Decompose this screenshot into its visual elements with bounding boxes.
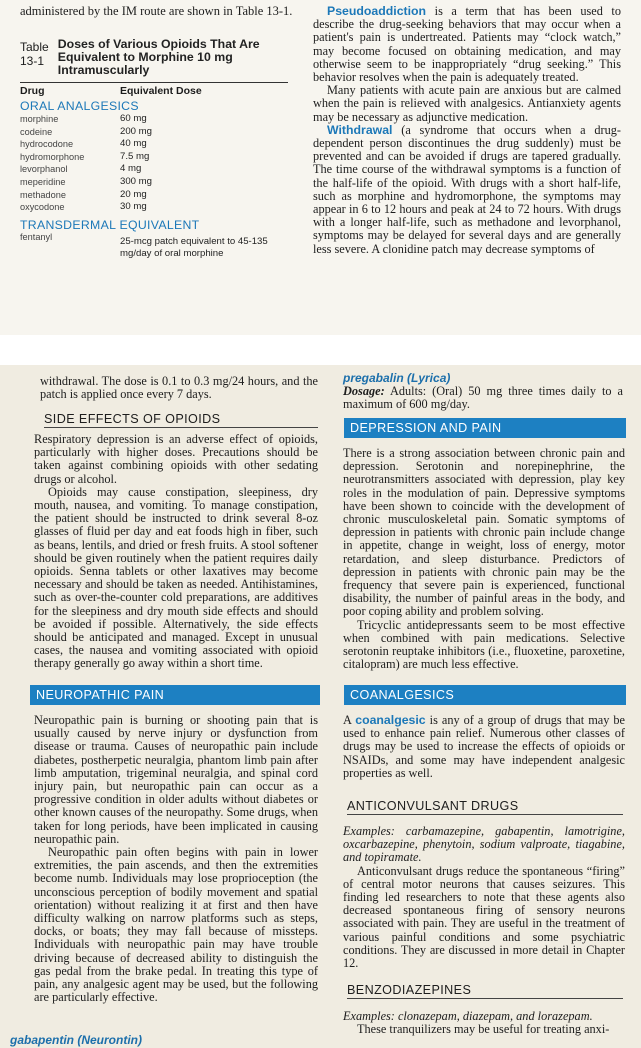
pregabalin-block [343, 372, 623, 412]
side-effects-text [34, 433, 318, 671]
anticonvulsant-examples: Examples: carbamazepine, gabapentin, lamotrigine, oxcarbazepine, phenytoin, sodium valproate, tiagabine, and topiramate. [343, 824, 625, 865]
drug-name: fentanyl [20, 231, 53, 242]
equivalent-dose: 4 mg [120, 163, 142, 175]
pregabalin-title: pregabalin (Lyrica) [343, 371, 451, 385]
table-row [20, 163, 288, 176]
dosage-label: Dosage: [343, 384, 385, 399]
oral-rows [20, 113, 288, 214]
bottom-book-page [0, 365, 641, 1048]
top-book-page [0, 0, 641, 335]
table-row [20, 176, 288, 189]
table-row [20, 232, 288, 262]
section-oral-analgesics: ORAL ANALGESICS [20, 99, 139, 113]
column-header-drug: Drug [20, 85, 45, 97]
depression-paragraph-2: Tricyclic antidepressants seem to be most effective when combined with pain medications. Selective serotonin reuptake inhibitors (i.e., fluoxetine, paroxetine, citalopram) are much less effective. [343, 617, 625, 672]
equivalent-dose: 30 mg [120, 201, 147, 213]
table-row [20, 151, 288, 164]
benzodiazepines-paragraph: These tranquilizers may be useful for treating anxi- [357, 1022, 610, 1037]
drug-name: oxycodone [20, 202, 65, 213]
equivalent-dose: 20 mg [120, 188, 147, 200]
depression-text [343, 447, 625, 671]
term-withdrawal: Withdrawal [327, 122, 393, 137]
drug-name: hydrocodone [20, 139, 74, 150]
withdrawal-text: (a syndrome that occurs when a drug-dependent person discontinues the drug suddenly) must be prevented and can be avoided if drugs are tapered gradually. The time course of the withdrawal symptoms is a function of the half-life of the opioid. With drugs with a short half-life, such as morphine and hydromorphone, the symptoms may appear in 6 to 12 hours and peak at 24 to 72 hours. With drugs with a longer half-life, such as methadone and levorphanol, symptoms may be delayed for several days and are generally less severe. A clonidine patch may decrease symptoms of [313, 122, 621, 256]
anticonvulsant-text [343, 825, 625, 970]
equivalent-dose: 60 mg [120, 113, 147, 124]
term-pseudoaddiction: Pseudoaddiction [327, 4, 427, 18]
opioid-equivalence-table [20, 38, 288, 262]
benzodiazepines-examples: Examples: clonazepam, diazepam, and lorazepam. [343, 1009, 593, 1023]
table-column-headers [20, 85, 288, 97]
table-row [20, 113, 288, 126]
neuropathic-pain-heading: NEUROPATHIC PAIN [30, 685, 320, 705]
coanalgesics-text [343, 714, 625, 780]
coanalgesic-pre: A [343, 713, 356, 727]
top-fragment-text: administered by the IM route are shown in Table 13-1. [20, 4, 293, 18]
withdrawal-continuation: withdrawal. The dose is 0.1 to 0.3 mg/24 hours, and the patch is applied once every 7 days. [40, 374, 318, 402]
equivalent-dose: 300 mg [120, 175, 152, 187]
table-title: Doses of Various Opioids That Are Equivalent to Morphine 10 mg Intramuscularly [57, 37, 260, 77]
acute-pain-paragraph: Many patients with acute pain are anxious but are calmed when the pain is relieved with analgesics. Antianxiety agents may be necessary as adjunctive medication. [313, 83, 621, 124]
anticonvulsant-drugs-heading: ANTICONVULSANT DRUGS [347, 799, 623, 815]
table-label: Table 13-1 [20, 40, 49, 68]
table-row [20, 126, 288, 139]
anticonvulsant-paragraph: Anticonvulsant drugs reduce the spontaneous “firing” of central motor neurons that causes seizures. This finding led researchers to note that these agents also decreased spontaneous firing of sensory neurons associated with pain. They are useful in the treatment of various painful conditions and some psychiatric conditions. They are discussed in more detail in Chapter 12. [343, 863, 625, 971]
drug-name: hydromorphone [20, 151, 85, 162]
drug-name: codeine [20, 126, 53, 137]
neuropathic-text [34, 714, 318, 1004]
coanalgesics-heading: COANALGESICS [344, 685, 626, 705]
equivalent-dose: 40 mg [120, 138, 147, 150]
column-header-dose: Equivalent Dose [120, 85, 202, 97]
pregabalin-dosage: Adults: (Oral) 50 mg three times daily to a maximum of 600 mg/day. [343, 384, 623, 412]
drug-name: morphine [20, 114, 59, 124]
benzodiazepines-text [343, 1010, 625, 1036]
benzodiazepines-heading: BENZODIAZEPINES [347, 983, 623, 999]
coanalgesic-definition: is any of a group of drugs that may be used to enhance pain relief. Numerous other classes of drugs may be used to increase the effects of opioids or NSAIDs, and some may have independent analgesic properties as well. [343, 713, 625, 780]
table-row [20, 201, 288, 214]
table-row [20, 189, 288, 202]
side-effects-paragraph-2: Opioids may cause constipation, sleepiness, dry mouth, nausea, and vomiting. To manage constipation, the patient should be instructed to drink several 8-oz glasses of fluid per day and eat foods high in fiber, such as beans, lentils, and dried or fresh fruits. A stool softener should be given routinely when the patient requires daily opioids. Senna tablets or other laxatives may become necessary and should be taken as needed. Antihistamines, such as over-the-counter cold preparations, are additives for the sleepiness and dry mouth side effects and should be avoided if possible. Alternatively, the side effects should be anticipated and managed. Except in unusual cases, the nausea and vomiting associated with opioid therapy generally go away within a short time. [34, 484, 318, 671]
neuropathic-paragraph-2: Neuropathic pain often begins with pain in lower extremities, the pain ascends, and then the extremities become numb. Individuals may lose proprioception (the unconscious perception of bodily movement and spatial orientation) without realizing it at first and then have difficulty walking on narrow platforms such as steps, docks, or boats; they may fall because of missteps. Individuals with neuropathic pain may have trouble driving because of decreased ability to distinguish the gas pedal from the brake pedal. In treating this type of pain, any analgesic agent may be used, but the following are particularly effective. [34, 845, 318, 1005]
drug-name: meperidine [20, 176, 66, 187]
drug-name: methadone [20, 189, 66, 200]
table-divider [20, 82, 288, 83]
depression-paragraph-1: There is a strong association between chronic pain and depression. Serotonin and norepinephrine, the neurotransmitters associated with depression, play key roles in the modulation of pain. Depressive symptoms have been shown to coincide with the development of chronic musculoskeletal pain. Somatic symptoms of depression in patients with chronic pain include change in appetite, change in weight, loss of energy, motor retardation, and sleep disturbance. Predictors of depression in patients with chronic pain may be the frequency that severe pain is experienced, functional disability, the number of painful areas in the body, and poor coping ability and problem solving. [343, 446, 625, 619]
section-transdermal: TRANSDERMAL EQUIVALENT [20, 217, 200, 232]
equivalent-dose: 7.5 mg [120, 150, 150, 162]
table-row [20, 138, 288, 151]
pseudoaddiction-text: is a term that has been used to describe the drug-seeking behaviors that may occur when a patient's pain is undertreated. Patients may “clock watch,” may become focused on obtaining medication, and may otherwise seem to be inappropriately “drug seeking.” This behavior resolves when the pain is adequately treated. [313, 4, 621, 85]
side-effects-heading: SIDE EFFECTS OF OPIOIDS [44, 412, 318, 428]
equivalent-dose: 25-mcg patch equivalent to 45-135 mg/day of oral morphine [120, 235, 268, 259]
gabapentin-title: gabapentin (Neurontin) [10, 1033, 142, 1047]
drug-name: levorphanol [20, 164, 68, 175]
equivalent-dose: 200 mg [120, 125, 152, 137]
neuropathic-paragraph-1: Neuropathic pain is burning or shooting pain that is usually caused by nerve injury or dysfunction from disease or trauma. Causes of neuropathic pain include diabetes, postherpetic neuralgia, phantom limb pain after limb amputation, trigeminal neuralgia, and spinal cord injury pain, but neuropathic pain can occur as a progressive condition in older adults without diabetes or other known causes of the neuropathy. Some drugs, when taken for long periods, have been implicated in causing neuropathic pain. [34, 713, 318, 846]
right-column-text [313, 5, 621, 256]
depression-and-pain-heading: DEPRESSION AND PAIN [344, 418, 626, 438]
term-coanalgesic: coanalgesic [355, 713, 426, 727]
page-gap [0, 335, 641, 365]
side-effects-paragraph-1: Respiratory depression is an adverse effect of opioids, particularly with higher doses. Precautions should be taken against combining opioids with other sedating drugs or alcohol. [34, 432, 318, 486]
